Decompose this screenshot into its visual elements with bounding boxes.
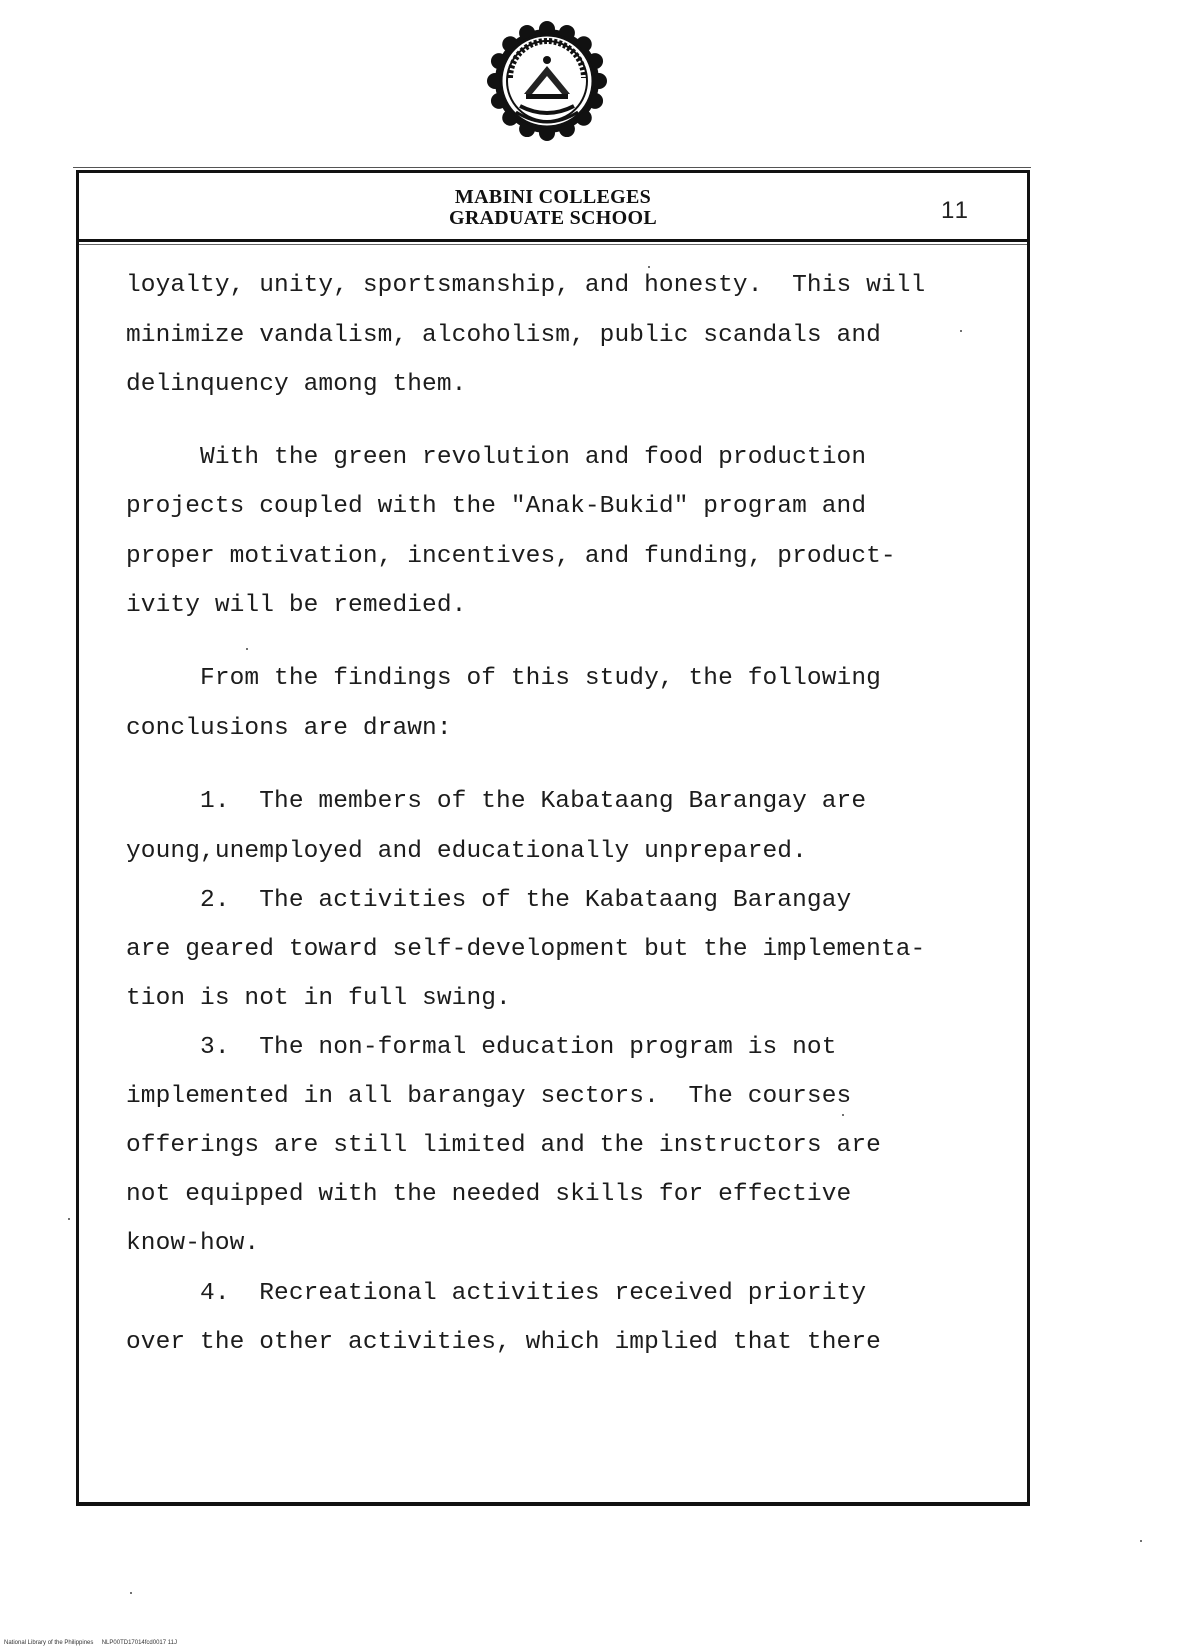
institution-name: MABINI COLLEGES xyxy=(454,186,652,208)
body-line: With the green revolution and food production xyxy=(126,444,867,471)
body-line: know-how. xyxy=(126,1230,260,1257)
college-seal-icon xyxy=(486,20,608,142)
body-line: delinquency among them. xyxy=(126,371,467,398)
scan-speck xyxy=(648,266,650,268)
archive-stamp: National Library of the Philippines NLP00TD17014fcd0017 11J xyxy=(4,1640,177,1646)
body-line: From the findings of this study, the following xyxy=(126,665,881,692)
scan-speck xyxy=(68,1218,70,1220)
body-line: not equipped with the needed skills for effective xyxy=(126,1181,852,1208)
header-divider xyxy=(79,239,1027,242)
scan-speck xyxy=(130,1592,132,1594)
page-header xyxy=(79,187,1027,229)
list-item-1: 1. The members of the Kabataang Barangay are xyxy=(126,788,867,815)
school-name: GRADUATE SCHOOL xyxy=(448,207,658,229)
list-item-2: 2. The activities of the Kabataang Barangay xyxy=(126,887,852,914)
scan-speck xyxy=(1140,1540,1142,1542)
body-line: loyalty, unity, sportsmanship, and honesty. This will xyxy=(126,272,926,299)
body-line: tion is not in full swing. xyxy=(126,985,511,1012)
body-line: young,unemployed and educationally unprepared. xyxy=(126,838,807,865)
scan-speck xyxy=(960,330,962,332)
body-line: projects coupled with the "Anak-Bukid" program and xyxy=(126,493,867,520)
body-line: over the other activities, which implied that there xyxy=(126,1329,881,1356)
scan-speck xyxy=(842,1114,844,1116)
list-item-3: 3. The non-formal education program is not xyxy=(126,1034,837,1061)
scan-speck xyxy=(246,648,248,650)
list-item-4: 4. Recreational activities received priority xyxy=(126,1280,867,1307)
body-line: proper motivation, incentives, and funding, product- xyxy=(126,543,896,570)
body-line: conclusions are drawn: xyxy=(126,715,452,742)
body-line: ivity will be remedied. xyxy=(126,592,467,619)
body-line: offerings are still limited and the instructors are xyxy=(126,1132,881,1159)
body-line: are geared toward self-development but the implementa- xyxy=(126,936,926,963)
body-line: implemented in all barangay sectors. The courses xyxy=(126,1083,852,1110)
page-number: 11 xyxy=(941,197,970,224)
body-line: minimize vandalism, alcoholism, public scandals and xyxy=(126,322,881,349)
